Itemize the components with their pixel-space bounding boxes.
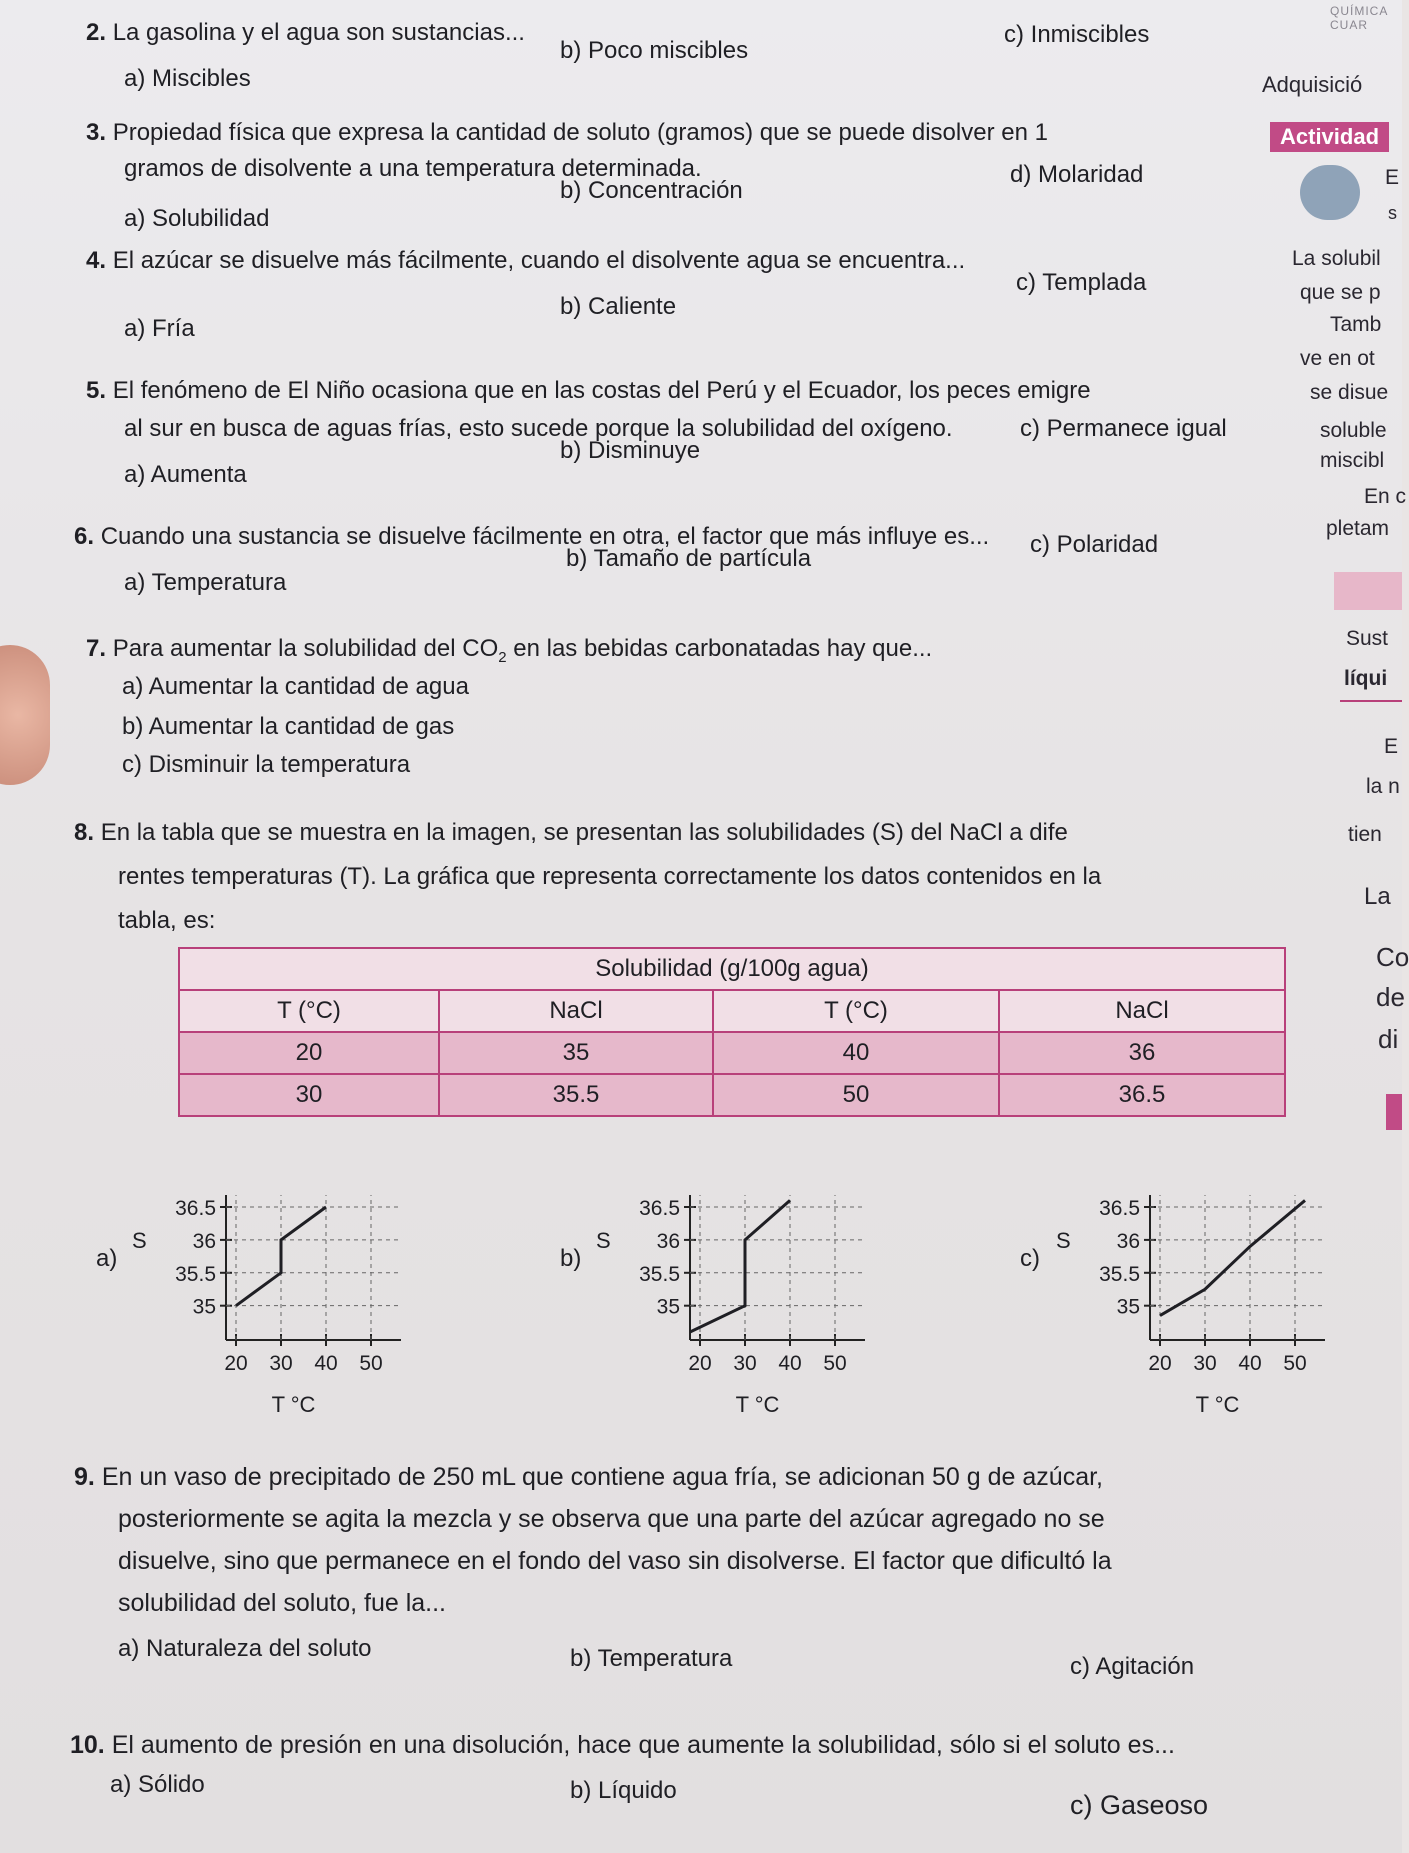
graph-xlabel: T °C: [735, 1392, 780, 1417]
sidebar-la: La: [1364, 883, 1391, 910]
sidebar-line: La solubil: [1292, 247, 1381, 270]
option[interactable]: c) Templada: [1016, 269, 1147, 296]
option[interactable]: b) Caliente: [560, 293, 677, 320]
sidebar-co: Co: [1376, 942, 1409, 972]
question-3-line2: gramos de disolvente a una temperatura determinada.: [124, 155, 702, 182]
sidebar-di: di: [1378, 1024, 1399, 1054]
question-9-line3: disuelve, sino que permanece en el fondo del vaso sin disolverse. El factor que dificultó la: [118, 1547, 1112, 1575]
graph-y-tick-label: 36: [192, 1229, 216, 1253]
graph-x-tick-label: 40: [778, 1352, 802, 1375]
graph-y-tick-label: 36.5: [175, 1197, 216, 1220]
sidebar-tien: tien: [1348, 823, 1382, 846]
graph-x-tick-label: 20: [1148, 1352, 1172, 1375]
question-8: 8. En la tabla que se muestra en la imagen, se presentan las solubilidades (S) del NaCl a dife: [74, 819, 1068, 846]
graph-x-tick-label: 50: [359, 1352, 383, 1375]
graph-x-tick-label: 30: [733, 1352, 757, 1375]
option[interactable]: c) Permanece igual: [1020, 415, 1227, 442]
graph-y-tick-label: 35.5: [639, 1262, 680, 1286]
graph-x-tick-label: 30: [1193, 1352, 1217, 1375]
solubility-table: [178, 947, 1286, 1117]
table-cell: 30: [179, 1074, 439, 1116]
sidebar-sust: Sust: [1346, 627, 1389, 650]
graph-svg: [1020, 1160, 1350, 1430]
sidebar-adquisicion: Adquisició: [1262, 72, 1363, 97]
option[interactable]: a) Naturaleza del soluto: [118, 1635, 372, 1662]
question-5-line2: al sur en busca de aguas frías, esto sucede porque la solubilidad del oxígeno.: [124, 415, 953, 442]
sidebar-s: s: [1388, 203, 1397, 223]
option[interactable]: a) Fría: [124, 315, 195, 342]
question-9-line2: posteriormente se agita la mezcla y se observa que una parte del azúcar agregado no se: [118, 1505, 1105, 1533]
graph-data-line: [690, 1200, 790, 1332]
graph-svg: [560, 1160, 890, 1430]
option[interactable]: c) Gaseoso: [1070, 1790, 1209, 1820]
option[interactable]: a) Aumenta: [124, 461, 247, 488]
graph-x-tick-label: 20: [688, 1352, 712, 1375]
sidebar-de: de: [1376, 982, 1405, 1012]
table-cell: 36: [999, 1032, 1285, 1074]
graph-x-tick-label: 40: [1238, 1352, 1262, 1375]
question-6: 6. Cuando una sustancia se disuelve fácilmente en otra, el factor que más influye es...: [74, 523, 990, 550]
option[interactable]: c) Agitación: [1070, 1653, 1195, 1680]
character-illustration: [1300, 165, 1360, 220]
graph-x-tick-label: 50: [823, 1352, 847, 1375]
option[interactable]: b) Concentración: [560, 177, 743, 204]
option[interactable]: b) Tamaño de partícula: [566, 545, 812, 572]
graph-ylabel: S: [596, 1228, 611, 1253]
table-cell: 36.5: [999, 1074, 1285, 1116]
sidebar-line: ve en ot: [1300, 347, 1375, 370]
table-title: Solubilidad (g/100g agua): [179, 948, 1285, 990]
graph-x-tick-label: 20: [224, 1352, 248, 1375]
option[interactable]: a) Miscibles: [124, 65, 251, 92]
graph-data-line: [1160, 1200, 1305, 1315]
graph-option-b[interactable]: [560, 1160, 890, 1430]
sidebar-line: se disue: [1310, 381, 1389, 404]
graph-y-tick-label: 35.5: [1099, 1262, 1140, 1286]
graph-y-tick-label: 36.5: [1099, 1197, 1140, 1220]
table-header: NaCl: [999, 990, 1285, 1032]
question-8-line2: rentes temperaturas (T). La gráfica que representa correctamente los datos contenidos en la: [118, 863, 1102, 890]
graph-xlabel: T °C: [271, 1392, 316, 1417]
graph-xlabel: T °C: [1195, 1392, 1240, 1417]
graph-y-tick-label: 35: [656, 1295, 680, 1319]
finger-edge: [0, 645, 50, 785]
question-9: 9. En un vaso de precipitado de 250 mL que contiene agua fría, se adicionan 50 g de azúcar,: [74, 1463, 1103, 1491]
question-2: 2. La gasolina y el agua son sustancias...: [86, 19, 525, 46]
graph-x-tick-label: 30: [269, 1352, 293, 1375]
sidebar-line: Tamb: [1330, 313, 1382, 336]
option[interactable]: b) Aumentar la cantidad de gas: [122, 713, 455, 740]
question-5: 5. El fenómeno de El Niño ocasiona que en las costas del Perú y el Ecuador, los peces emigre: [86, 377, 1091, 404]
graph-y-tick-label: 35.5: [175, 1262, 216, 1286]
question-8-line3: tabla, es:: [118, 907, 216, 934]
option[interactable]: a) Aumentar la cantidad de agua: [122, 673, 469, 700]
option[interactable]: a) Temperatura: [124, 569, 287, 596]
option[interactable]: b) Líquido: [570, 1777, 677, 1804]
graph-option-label: c): [1020, 1245, 1040, 1272]
table-header: T (°C): [179, 990, 439, 1032]
question-10: 10. El aumento de presión en una disolución, hace que aumente la solubilidad, sólo si el soluto es...: [70, 1731, 1175, 1759]
graph-option-a[interactable]: [96, 1160, 426, 1430]
option[interactable]: b) Disminuye: [560, 437, 701, 464]
graph-y-tick-label: 35: [192, 1295, 216, 1319]
sidebar-e2: E: [1384, 735, 1399, 758]
sidebar-divider: [1340, 700, 1402, 702]
option[interactable]: c) Polaridad: [1030, 531, 1159, 558]
graph-y-tick-label: 36.5: [639, 1197, 680, 1220]
table-header: NaCl: [439, 990, 713, 1032]
sidebar-line: En c: [1364, 485, 1407, 508]
table-cell: 50: [713, 1074, 999, 1116]
table-cell: 35.5: [439, 1074, 713, 1116]
sidebar-line: miscibl: [1320, 449, 1385, 472]
option[interactable]: a) Sólido: [110, 1771, 205, 1798]
question-9-line4: solubilidad del soluto, fue la...: [118, 1589, 446, 1617]
graph-svg: [96, 1160, 426, 1430]
sidebar-accent-bar: [1386, 1094, 1402, 1130]
option[interactable]: c) Disminuir la temperatura: [122, 751, 411, 778]
option[interactable]: b) Poco miscibles: [560, 37, 749, 64]
graph-x-tick-label: 50: [1283, 1352, 1307, 1375]
graph-y-tick-label: 36: [656, 1229, 680, 1253]
option[interactable]: a) Solubilidad: [124, 205, 270, 232]
option[interactable]: b) Temperatura: [570, 1645, 733, 1672]
table-header: T (°C): [713, 990, 999, 1032]
option[interactable]: d) Molaridad: [1010, 161, 1144, 188]
question-3: 3. Propiedad física que expresa la cantidad de soluto (gramos) que se puede disolver en 1: [86, 119, 1048, 146]
table-cell: 40: [713, 1032, 999, 1074]
question-7: 7. Para aumentar la solubilidad del $CO_2$ en las bebidas carbonatadas hay que...: [86, 635, 933, 666]
sidebar-e: E: [1385, 166, 1400, 189]
page-header-corner: QUÍMICA CUAR: [1330, 4, 1388, 32]
sidebar-line: que se p: [1300, 281, 1381, 304]
sidebar-line: pletam: [1326, 517, 1390, 540]
option[interactable]: c) Inmiscibles: [1004, 21, 1150, 48]
table-cell: 35: [439, 1032, 713, 1074]
graph-y-tick-label: 35: [1116, 1295, 1140, 1319]
graph-y-tick-label: 36: [1116, 1229, 1140, 1253]
sidebar-lan: la n: [1366, 775, 1400, 798]
sidebar-pink-box: [1334, 572, 1402, 610]
graph-ylabel: S: [132, 1228, 147, 1253]
graph-x-tick-label: 40: [314, 1352, 338, 1375]
graph-ylabel: S: [1056, 1228, 1071, 1253]
graph-option-label: b): [560, 1245, 582, 1272]
sidebar-liqui: líqui: [1344, 667, 1388, 690]
graph-option-c[interactable]: [1020, 1160, 1360, 1430]
graph-option-label: a): [96, 1245, 118, 1272]
table-cell: 20: [179, 1032, 439, 1074]
question-4: 4. El azúcar se disuelve más fácilmente, cuando el disolvente agua se encuentra...: [86, 247, 966, 274]
sidebar-line: soluble: [1320, 419, 1387, 442]
sidebar-actividad: Actividad: [1270, 122, 1389, 152]
